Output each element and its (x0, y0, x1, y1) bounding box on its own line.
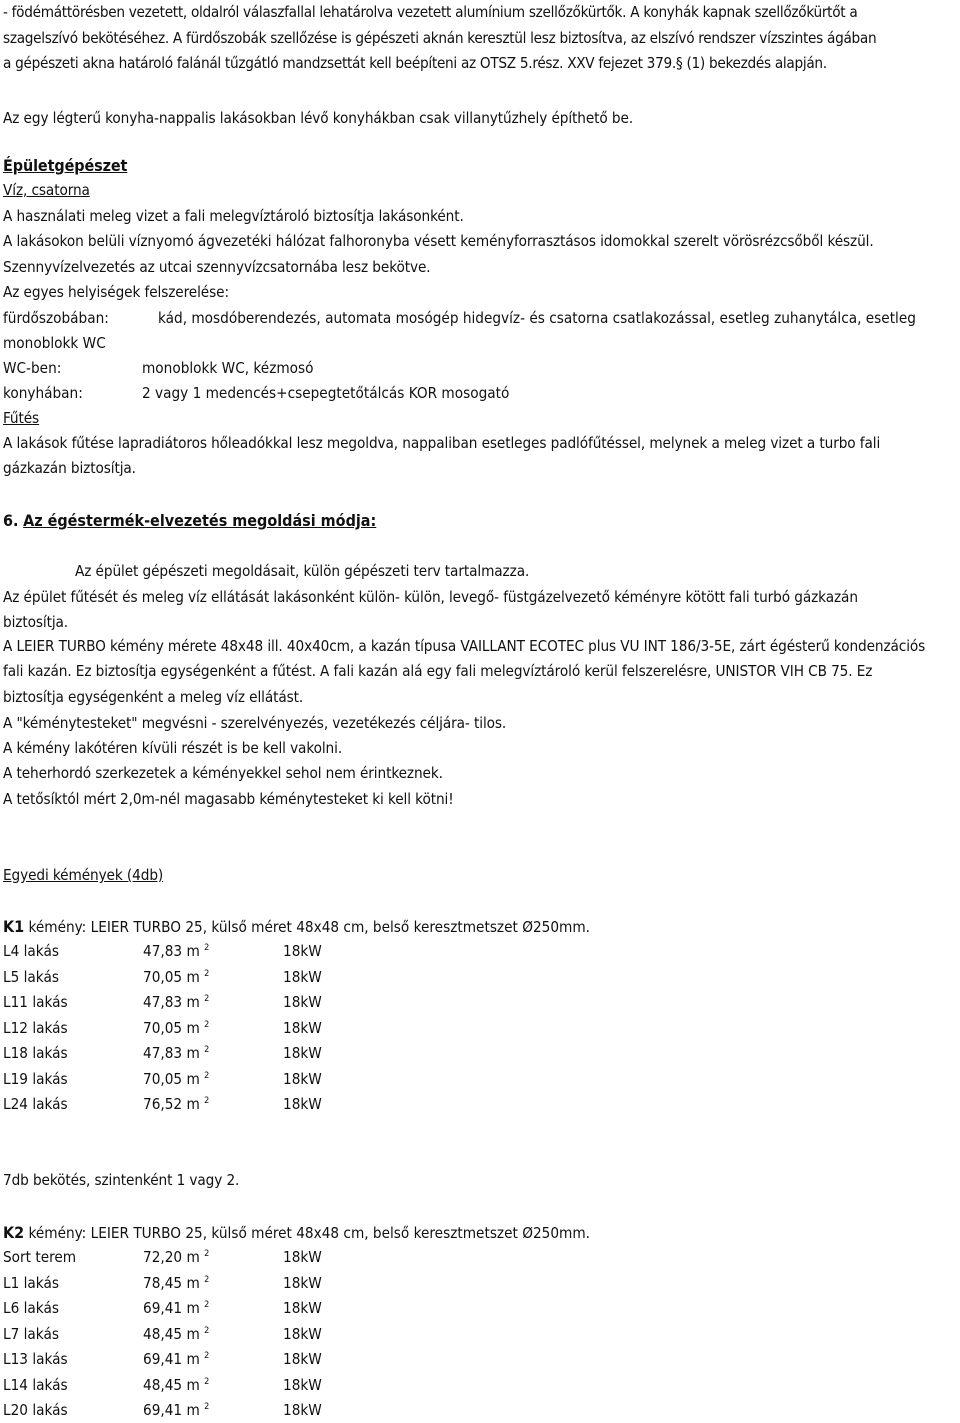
unit-cell: L13 lakás (3, 1350, 68, 1368)
paragraph-line: A kémény lakótéren kívüli részét is be kell vakolni. (3, 739, 343, 757)
intro-paragraph (3, 0, 958, 77)
table-row (3, 1322, 403, 1347)
area-cell (143, 990, 209, 1015)
area-value: 48,45 m (143, 1375, 200, 1394)
area-value: 47,83 m (143, 993, 200, 1011)
paragraph-line: A lakások fűtése lapradiátoros hőleadókkal lesz megoldva, nappaliban esetleges padlófűtéssel, melynek a meleg vizet a turbo fali (3, 434, 881, 452)
chimney-k1-note: 7db bekötés, szintenként 1 vagy 2. (3, 1171, 240, 1189)
power-cell: 18kW (283, 942, 322, 960)
area-cell (143, 965, 209, 990)
unit-cell: L6 lakás (3, 1299, 59, 1317)
table-row (3, 1067, 403, 1092)
table-row (3, 1245, 403, 1270)
power-cell: 18kW (283, 1401, 322, 1419)
power-cell: 18kW (283, 1324, 322, 1343)
chimney-k1-header (3, 914, 958, 940)
unit-cell: L20 lakás (3, 1401, 68, 1419)
table-row (3, 1347, 403, 1372)
power-cell: 18kW (283, 1248, 322, 1266)
area-value: 69,41 m (143, 1299, 200, 1317)
paragraph-line: A használati meleg vizet a fali melegvíztároló biztosítja lakásonként. (3, 207, 464, 225)
table-row (3, 1398, 403, 1423)
fixture-items: 2 vagy 1 medencés+csepegtetőtálcás KOR mosogató (142, 384, 510, 402)
area-unit-exponent: 2 (204, 1376, 210, 1387)
table-row (3, 939, 403, 964)
section-title: Az égéstermék-elvezetés megoldási módja: (23, 511, 377, 530)
area-value: 72,20 m (143, 1248, 200, 1266)
area-unit-exponent: 2 (204, 1274, 210, 1285)
area-cell (143, 1347, 209, 1372)
power-cell: 18kW (283, 1095, 322, 1113)
unit-cell: L11 lakás (3, 993, 68, 1011)
area-value: 70,05 m (143, 1018, 200, 1037)
chimney-k2-header (3, 1220, 958, 1246)
chimney-code: K2 (3, 1223, 25, 1242)
area-unit-exponent: 2 (204, 1019, 210, 1030)
intro-line: a gépészeti akna határoló falánál tűzgátló mandzsettát kell beépíteni az OTSZ 5.rész. XXV fejezet 379.§ (1) bekezdés alapján. (3, 54, 827, 72)
subheading-heating: Fűtés (3, 409, 40, 427)
power-cell: 18kW (283, 1018, 322, 1037)
fixture-items: kád, mosdóberendezés, automata mosógép hidegvíz- és csatorna csatlakozással, esetleg zuhanytálca, esetleg (158, 309, 916, 327)
paragraph-line: A LEIER TURBO kémény mérete 48x48 ill. 40x40cm, a kazán típusa VAILLANT ECOTEC plus VU INT 186/3-5E, zárt égésterű kondenzációs (3, 637, 926, 655)
area-unit-exponent: 2 (204, 994, 210, 1004)
area-unit-exponent: 2 (204, 1351, 210, 1361)
power-cell: 18kW (283, 1299, 322, 1317)
unit-cell: L14 lakás (3, 1375, 68, 1394)
subheading-water-sewer: Víz, csatorna (3, 181, 90, 199)
table-row (3, 1016, 403, 1041)
area-cell (143, 939, 209, 964)
paragraph-line: Szennyvízelvezetés az utcai szennyvízcsatornába lesz bekötve. (3, 258, 431, 276)
unit-cell: L12 lakás (3, 1018, 68, 1037)
intro-line: szagelszívó bekötéséhez. A fürdőszobák szellőzése is gépészeti aknán keresztül lesz biztosítva, az elszívó rendszer vízszintes ágában (3, 28, 877, 47)
paragraph-line: A "kéménytesteket" megvésni - szerelvényezés, vezetékezés céljára- tilos. (3, 714, 507, 732)
chimney-description: kémény: LEIER TURBO 25, külső méret 48x48 cm, belső keresztmetszet Ø250mm. (24, 918, 590, 936)
paragraph-line: A tetősíktól mért 2,0m-nél magasabb kéménytesteket ki kell kötni! (3, 790, 454, 808)
power-cell: 18kW (283, 967, 322, 986)
chimney-description: kémény: LEIER TURBO 25, külső méret 48x48 cm, belső keresztmetszet Ø250mm. (24, 1224, 590, 1242)
fixture-room: konyhában: (3, 384, 83, 402)
intro-line: - födémáttörésben vezetett, oldalról válaszfallal lehatárolva vezetett alumínium szellőzőkürtők. A konyhák kapnak szellőzőkürtőt a (3, 3, 858, 21)
kitchen-note: Az egy légterű konyha-nappalis lakásokban lévő konyhákban csak villanytűzhely építhető be. (3, 109, 634, 127)
power-cell: 18kW (283, 1350, 322, 1368)
section-heading-building-services: Épületgépészet (3, 156, 128, 175)
chimney-code: K1 (3, 917, 25, 936)
unit-cell: L18 lakás (3, 1044, 68, 1062)
area-value: 70,05 m (143, 967, 200, 986)
area-value: 69,41 m (143, 1350, 200, 1368)
section-lead: Az épület gépészeti megoldásait, külön gépészeti terv tartalmazza. (75, 562, 530, 580)
paragraph-line: Az épület fűtését és meleg víz ellátását lakásonként külön- külön, levegő- füstgázelvezető kéményre kötött fali turbó gázkazán (3, 588, 858, 606)
paragraph-line: biztosítja egységenként a meleg víz ellátást. (3, 688, 304, 706)
paragraph-line: biztosítja. (3, 613, 69, 631)
table-row (3, 1373, 403, 1398)
area-unit-exponent: 2 (204, 1045, 210, 1055)
paragraph-line: A teherhordó szerkezetek a kéményekkel sehol nem érintkeznek. (3, 764, 443, 782)
area-unit-exponent: 2 (204, 1325, 210, 1336)
power-cell: 18kW (283, 1375, 322, 1394)
unit-cell: L5 lakás (3, 967, 59, 986)
table-row (3, 1092, 403, 1117)
section-6-heading (3, 508, 958, 534)
table-row (3, 1296, 403, 1321)
section-number: 6. (3, 511, 19, 530)
paragraph-line: A lakásokon belüli víznyomó ágvezetéki hálózat falhoronyba vésett keményforrasztásos idomokkal szerelt vörösrézcsőből készül. (3, 232, 874, 250)
area-cell (143, 1016, 209, 1041)
unit-cell: L4 lakás (3, 942, 59, 960)
power-cell: 18kW (283, 993, 322, 1011)
area-cell (143, 1092, 209, 1117)
area-value: 76,52 m (143, 1095, 200, 1113)
unit-cell: L24 lakás (3, 1095, 68, 1113)
area-cell (143, 1322, 209, 1347)
fixture-room: monoblokk WC (3, 334, 106, 352)
area-cell (143, 1271, 209, 1296)
table-row (3, 1041, 403, 1066)
area-value: 47,83 m (143, 942, 200, 960)
area-unit-exponent: 2 (204, 1300, 210, 1310)
area-cell (143, 1245, 209, 1270)
area-unit-exponent: 2 (204, 1249, 210, 1259)
power-cell: 18kW (283, 1069, 322, 1088)
power-cell: 18kW (283, 1044, 322, 1062)
area-value: 69,41 m (143, 1401, 200, 1419)
paragraph-line: fali kazán. Ez biztosítja egységenként a fűtést. A fali kazán alá egy fali melegvíztároló kerül felszerelésre, UNISTOR VIH CB 75. Ez (3, 662, 873, 680)
fixture-items: monoblokk WC, kézmosó (142, 359, 314, 377)
fixture-room: WC-ben: (3, 359, 62, 377)
area-value: 78,45 m (143, 1273, 200, 1292)
area-unit-exponent: 2 (204, 1402, 210, 1412)
area-value: 70,05 m (143, 1069, 200, 1088)
area-unit-exponent: 2 (204, 943, 210, 953)
area-value: 47,83 m (143, 1044, 200, 1062)
fixture-room: fürdőszobában: (3, 309, 109, 327)
table-row (3, 990, 403, 1015)
area-cell (143, 1067, 209, 1092)
fixture-row (3, 306, 958, 331)
area-cell (143, 1398, 209, 1423)
chimneys-heading: Egyedi kémények (4db) (3, 866, 164, 884)
area-cell (143, 1041, 209, 1066)
area-unit-exponent: 2 (204, 1096, 210, 1106)
area-unit-exponent: 2 (204, 968, 210, 979)
area-cell (143, 1373, 209, 1398)
area-value: 48,45 m (143, 1324, 200, 1343)
area-unit-exponent: 2 (204, 1070, 210, 1081)
paragraph-line: gázkazán biztosítja. (3, 459, 136, 477)
area-cell (143, 1296, 209, 1321)
table-row (3, 965, 403, 990)
unit-cell: L7 lakás (3, 1324, 59, 1343)
paragraph-line: Az egyes helyiségek felszerelése: (3, 283, 229, 301)
unit-cell: L1 lakás (3, 1273, 59, 1292)
unit-cell: L19 lakás (3, 1069, 68, 1088)
table-row (3, 1271, 403, 1296)
unit-cell: Sort terem (3, 1248, 77, 1266)
power-cell: 18kW (283, 1273, 322, 1292)
